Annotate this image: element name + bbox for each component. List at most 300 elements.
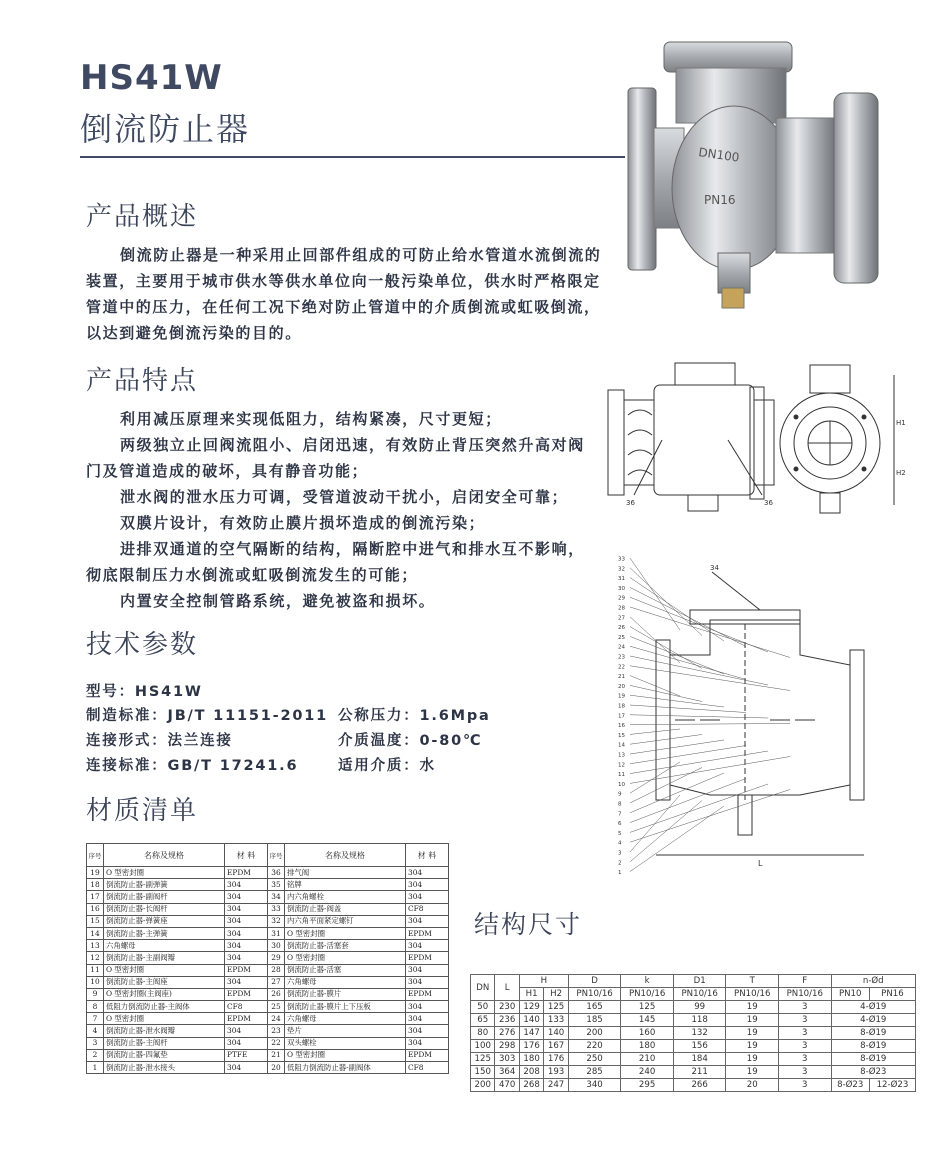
material-cell: 304 [225, 1025, 268, 1037]
part-number-cell: 18 [87, 879, 104, 891]
material-cell: 304 [406, 964, 449, 976]
part-number-label: 26 [618, 625, 625, 632]
materials-heading: 材质清单 [86, 796, 199, 826]
dimension-cell: 3 [779, 1027, 832, 1040]
part-number-cell: 13 [87, 940, 104, 952]
top-cover [675, 363, 735, 385]
feature-item: 利用减压原理来实现低阻力，结构紧凑，尺寸更短； [120, 410, 502, 428]
part-name-cell: 六角螺母 [285, 976, 406, 988]
dim-header-nd: n-Ød [831, 975, 915, 988]
part-name-cell: 倒流防止器-主阀杆 [104, 1037, 225, 1049]
part-number-cell: 25 [268, 1001, 285, 1013]
part-name-cell: O 型密封圈 [285, 927, 406, 939]
dimension-cell: 340 [568, 1079, 621, 1092]
part-number-cell: 11 [87, 964, 104, 976]
part-number-label: 10 [618, 781, 625, 788]
table-row [471, 1027, 916, 1040]
part-name-cell: 倒流防止器-泄水接头 [104, 1062, 225, 1074]
part-number-cell: 29 [268, 952, 285, 964]
product-photo [626, 38, 892, 310]
material-cell: 304 [225, 891, 268, 903]
table-row [87, 903, 449, 915]
overview-heading: 产品概述 [86, 202, 199, 232]
dimension-cell: 133 [544, 1014, 568, 1027]
leader-line [630, 695, 724, 707]
material-cell: EPDM [406, 1049, 449, 1061]
dimension-cell: 19 [726, 1053, 779, 1066]
part-number-cell: 24 [268, 1013, 285, 1025]
part-name-cell: 低阻力倒流防止器-主阀体 [104, 1001, 225, 1013]
spec-temperature: 介质温度：0-80℃ [338, 733, 483, 749]
part-number-labels [618, 557, 625, 877]
material-cell: 304 [406, 976, 449, 988]
material-cell: EPDM [225, 867, 268, 879]
table-row [87, 867, 449, 879]
part-number-label: 3 [618, 850, 622, 857]
part-number-label: 32 [618, 566, 625, 573]
part-number-label: 21 [618, 674, 625, 681]
table-row [87, 927, 449, 939]
front-drain [820, 493, 840, 513]
section-drawing [600, 550, 918, 890]
dimension-cell: 145 [621, 1014, 674, 1027]
part-number-cell: 17 [87, 891, 104, 903]
dim-sub-pn: PN10/16 [621, 988, 674, 1001]
leader-line [630, 715, 768, 718]
dimension-cell: 156 [673, 1040, 726, 1053]
bolt-holes-cell: 4-Ø19 [831, 1014, 915, 1027]
material-cell: EPDM [406, 952, 449, 964]
dimension-cell: 19 [726, 1066, 779, 1079]
leader-line [630, 666, 790, 691]
part-number-cell: 27 [268, 976, 285, 988]
leader-line [630, 801, 702, 862]
material-cell: 304 [225, 976, 268, 988]
dimensions-table [470, 974, 916, 1092]
part-name-cell: 垫片 [285, 1025, 406, 1037]
part-name-cell: O 型密封圈 [104, 1013, 225, 1025]
part-number-label: 20 [618, 683, 625, 690]
dim-sub-pn: PN10/16 [726, 988, 779, 1001]
dimension-cell: 210 [621, 1053, 674, 1066]
dimension-cell: 3 [779, 1001, 832, 1014]
table-row [87, 1049, 449, 1061]
table-row [87, 891, 449, 903]
dim-header-t: T [726, 975, 779, 988]
material-cell: 304 [406, 1037, 449, 1049]
part-name-cell: 倒流防止器-膜片 [285, 988, 406, 1000]
section-drain [738, 795, 752, 835]
leader-line [630, 735, 702, 745]
table-row [87, 976, 449, 988]
leader-line [630, 587, 746, 646]
leader-line [630, 558, 680, 630]
dimension-cell: 12-Ø23 [869, 1079, 915, 1092]
dimension-cell: 193 [544, 1066, 568, 1079]
dimension-cell: 19 [726, 1040, 779, 1053]
product-name: 倒流防止器 [80, 110, 251, 148]
spec-medium: 适用介质：水 [338, 758, 436, 774]
col-name: 名称及规格 [285, 844, 406, 867]
table-row [87, 1001, 449, 1013]
right-flange [750, 387, 764, 499]
part-name-cell: 低阻力倒流防止器-副阀体 [285, 1062, 406, 1074]
part-number-cell: 16 [87, 903, 104, 915]
part-number-label: 7 [618, 811, 622, 818]
part-number-cell: 22 [268, 1037, 285, 1049]
dimensions-heading: 结构尺寸 [474, 910, 583, 939]
dimension-cell: 167 [544, 1040, 568, 1053]
dimension-cell: 230 [495, 1001, 519, 1014]
material-cell: 304 [225, 903, 268, 915]
feature-item: 泄水阀的泄水压力可调，受管道波动干扰小，启闭安全可靠； [120, 488, 569, 506]
dimensions-body [471, 1001, 916, 1092]
feature-item: 双膜片设计，有效防止膜片损坏造成的倒流污染； [120, 514, 486, 532]
table-row [471, 1053, 916, 1066]
dim-sub-pn10: PN10 [831, 988, 869, 1001]
dimension-cell: 165 [568, 1001, 621, 1014]
left-flange [608, 390, 624, 495]
table-row [471, 1066, 916, 1079]
drain-port [688, 495, 718, 511]
part-name-cell: 内六角螺栓 [285, 891, 406, 903]
material-cell: EPDM [406, 988, 449, 1000]
leader-line [630, 705, 746, 713]
dimension-cell: 295 [621, 1079, 674, 1092]
part-number-cell: 14 [87, 927, 104, 939]
part-name-cell: 倒流防止器-四氟垫 [104, 1049, 225, 1061]
material-cell: 304 [225, 879, 268, 891]
part-name-cell: 倒流防止器-副阀杆 [104, 891, 225, 903]
bolt-holes-cell: 8-Ø19 [831, 1053, 915, 1066]
dimension-cell: 180 [519, 1053, 543, 1066]
part-name-cell: 倒流防止器-副弹簧 [104, 879, 225, 891]
part-number-label: 11 [618, 772, 625, 779]
spec-standard: 制造标准：JB/T 11151-2011 [86, 708, 329, 724]
part-number-label: 12 [618, 762, 625, 769]
part-name-cell: 排气阀 [285, 867, 406, 879]
part-number-cell: 2 [87, 1049, 104, 1061]
part-number-cell: 20 [268, 1062, 285, 1074]
dim-header-dn: DN [471, 975, 495, 1001]
leader-line [630, 676, 680, 696]
material-cell: 304 [406, 1013, 449, 1025]
part-name-cell: O 型密封圈 [285, 952, 406, 964]
table-row [87, 988, 449, 1000]
part-number-label: 31 [618, 576, 625, 583]
part-name-cell: 倒流防止器-膜片上下压板 [285, 1001, 406, 1013]
leader-line [630, 729, 680, 734]
dimension-cell: 180 [621, 1040, 674, 1053]
spec-pressure: 公称压力：1.6Mpa [338, 708, 491, 724]
table-row [87, 940, 449, 952]
dimension-cell: 247 [544, 1079, 568, 1092]
section-body [670, 620, 850, 795]
dimension-cell: 100 [471, 1040, 495, 1053]
material-cell: EPDM [225, 988, 268, 1000]
part-number-cell: 10 [87, 976, 104, 988]
material-cell: CF8 [406, 1062, 449, 1074]
part-number-cell: 1 [87, 1062, 104, 1074]
dimension-cell: 19 [726, 1001, 779, 1014]
part-number-label: 13 [618, 752, 625, 759]
features-heading: 产品特点 [86, 366, 199, 396]
dim-header-k: k [621, 975, 674, 988]
part-number-cell: 15 [87, 915, 104, 927]
dimension-cell: 185 [568, 1014, 621, 1027]
dimension-cell: 266 [673, 1079, 726, 1092]
dimension-label-h2: H2 [896, 469, 906, 477]
dimension-cell: 3 [779, 1053, 832, 1066]
table-row [87, 964, 449, 976]
spec-connection: 连接形式：法兰连接 [86, 733, 233, 749]
material-cell: 304 [225, 940, 268, 952]
table-row [471, 1014, 916, 1027]
col-material: 材 料 [406, 844, 449, 867]
part-number-label: 4 [618, 840, 622, 847]
material-cell: CF8 [406, 903, 449, 915]
dimension-cell: 125 [621, 1001, 674, 1014]
materials-table [86, 843, 449, 1074]
part-number-label: 17 [618, 713, 625, 720]
dimension-cell: 176 [544, 1053, 568, 1066]
material-cell: PTFE [225, 1049, 268, 1061]
part-number-cell: 30 [268, 940, 285, 952]
dimension-cell: 150 [471, 1066, 495, 1079]
part-name-cell: 倒流防止器-活塞 [285, 964, 406, 976]
dimension-cell: 118 [673, 1014, 726, 1027]
leader-line [630, 784, 768, 832]
table-row [87, 1037, 449, 1049]
leader-line [630, 656, 768, 685]
part-number-label: 16 [618, 723, 625, 730]
dimension-cell: 129 [519, 1001, 543, 1014]
part-number-cell: 31 [268, 927, 285, 939]
part-number-label: 1 [618, 870, 622, 877]
part-number-cell: 23 [268, 1025, 285, 1037]
table-row [87, 952, 449, 964]
material-cell: 304 [406, 891, 449, 903]
dimensions-header-row [471, 975, 916, 988]
dimension-cell: 140 [519, 1014, 543, 1027]
table-row [87, 1013, 449, 1025]
callout-label: 36 [626, 499, 635, 507]
feature-item: 进排双通道的空气隔断的结构，隔断腔中进气和排水互不影响，彻底限制压力水倒流或虹吸倒流发生的可能； [86, 540, 585, 584]
leader-line [630, 762, 680, 793]
material-cell: 304 [406, 915, 449, 927]
material-cell: CF8 [225, 1001, 268, 1013]
dimension-cell: 19 [726, 1027, 779, 1040]
part-number-cell: 12 [87, 952, 104, 964]
material-cell: 304 [406, 867, 449, 879]
front-top-cover [810, 365, 850, 393]
part-number-label: 19 [618, 693, 625, 700]
material-cell: 304 [225, 1062, 268, 1074]
dimension-cell: 125 [544, 1001, 568, 1014]
part-number-cell: 19 [87, 867, 104, 879]
part-number-label: 14 [618, 742, 625, 749]
leader-line [630, 627, 702, 669]
part-number-label: 28 [618, 605, 625, 612]
materials-body [87, 867, 449, 1074]
dimension-cell: 99 [673, 1001, 726, 1014]
material-cell: 304 [225, 915, 268, 927]
part-number-cell: 36 [268, 867, 285, 879]
part-number-label: 6 [618, 821, 622, 828]
part-name-cell: O 型密封圈 [285, 1049, 406, 1061]
dimension-cell: 200 [471, 1079, 495, 1092]
dimension-cell: 364 [495, 1066, 519, 1079]
part-name-cell: 六角螺母 [104, 940, 225, 952]
outline-drawing [600, 355, 918, 525]
part-number-label: 22 [618, 664, 625, 671]
table-row [87, 915, 449, 927]
table-row [87, 879, 449, 891]
part-name-cell: 倒流防止器-主弹簧 [104, 927, 225, 939]
dimension-label-h1: H1 [896, 419, 906, 427]
part-number-label: 27 [618, 615, 625, 622]
part-number-label: 15 [618, 732, 625, 739]
material-cell: 304 [406, 940, 449, 952]
dimension-cell: 250 [568, 1053, 621, 1066]
part-number-leaders [630, 558, 790, 872]
bolt-holes-cell: 8-Ø23 [831, 1066, 915, 1079]
part-name-cell: 内六角平面紧定螺钉 [285, 915, 406, 927]
dimension-cell: 208 [519, 1066, 543, 1079]
part-number-label: 24 [618, 644, 625, 651]
dimension-cell: 200 [568, 1027, 621, 1040]
overview-text [86, 242, 616, 346]
dimension-cell: 3 [779, 1079, 832, 1092]
part-number-label: 34 [710, 564, 719, 572]
part-number-label: 2 [618, 860, 622, 867]
part-number-cell: 4 [87, 1025, 104, 1037]
callout-label: 36 [764, 499, 773, 507]
dimension-cell: 176 [519, 1040, 543, 1053]
table-row [87, 1025, 449, 1037]
dimension-cell: 19 [726, 1014, 779, 1027]
table-row [471, 1001, 916, 1014]
col-no: 序号 [268, 844, 285, 867]
right-flange [850, 650, 864, 800]
leader-line [630, 795, 680, 852]
dim-sub-h2: H2 [544, 988, 568, 1001]
dim-header-d1: D1 [673, 975, 726, 988]
dimension-cell: 132 [673, 1027, 726, 1040]
dimension-cell: 80 [471, 1027, 495, 1040]
features-list [86, 406, 596, 614]
part-name-cell: 倒流防止器-长阀杆 [104, 903, 225, 915]
bolt-holes-cell: 8-Ø19 [831, 1027, 915, 1040]
dim-sub-pn: PN10/16 [779, 988, 832, 1001]
bolt-holes-cell: 8-Ø19 [831, 1040, 915, 1053]
dimension-cell: 211 [673, 1066, 726, 1079]
leader-line [630, 751, 768, 774]
material-cell: 304 [406, 1001, 449, 1013]
dimension-cell: 298 [495, 1040, 519, 1053]
dim-header-h: H [519, 975, 568, 988]
part-number-label: 25 [618, 634, 625, 641]
dim-sub-pn: PN10/16 [568, 988, 621, 1001]
part-number-cell: 26 [268, 988, 285, 1000]
dim-header-l: L [495, 975, 519, 1001]
part-number-cell: 32 [268, 915, 285, 927]
main-body [654, 385, 754, 495]
dimension-cell: 50 [471, 1001, 495, 1014]
dimension-cell: 3 [779, 1040, 832, 1053]
dimension-cell: 268 [519, 1079, 543, 1092]
dimension-cell: 184 [673, 1053, 726, 1066]
part-name-cell: 倒流防止器-阀盖 [285, 903, 406, 915]
table-row [87, 1062, 449, 1074]
leader-line [728, 440, 762, 495]
dimension-cell: 285 [568, 1066, 621, 1079]
tech-heading: 技术参数 [86, 630, 199, 660]
leader-line [630, 773, 724, 813]
part-name-cell: O 型密封圈 [104, 964, 225, 976]
material-cell: EPDM [406, 927, 449, 939]
part-number-label: 8 [618, 801, 622, 808]
dimension-cell: 276 [495, 1027, 519, 1040]
bolt-holes-cell: 4-Ø19 [831, 1001, 915, 1014]
table-row [471, 1079, 916, 1092]
leader-line [630, 617, 680, 663]
dimension-cell: 303 [495, 1053, 519, 1066]
dim-sub-pn16: PN16 [869, 988, 915, 1001]
dim-sub-h1: H1 [519, 988, 543, 1001]
part-number-label: 9 [618, 791, 622, 798]
part-number-cell: 33 [268, 903, 285, 915]
part-number-cell: 3 [87, 1037, 104, 1049]
col-name: 名称及规格 [104, 844, 225, 867]
part-name-cell: 倒流防止器-泄水阀瓣 [104, 1025, 225, 1037]
dimension-cell: 220 [568, 1040, 621, 1053]
part-name-cell: 六角螺母 [285, 1013, 406, 1025]
dimension-cell: 20 [726, 1079, 779, 1092]
col-no: 序号 [87, 844, 104, 867]
part-number-cell: 8 [87, 1001, 104, 1013]
spring-coils [628, 410, 652, 475]
part-number-cell: 9 [87, 988, 104, 1000]
material-cell: 304 [406, 879, 449, 891]
part-name-cell: 铭牌 [285, 879, 406, 891]
material-cell: EPDM [225, 964, 268, 976]
dimension-cell: 125 [471, 1053, 495, 1066]
part-name-cell: 倒流防止器-活塞套 [285, 940, 406, 952]
feature-item: 两级独立止回阀流阻小、启闭迅速，有效防止背压突然升高对阀门及管道造成的破坏，具有静音功能； [86, 436, 585, 480]
dimension-cell: 3 [779, 1014, 832, 1027]
part-number-label: 30 [618, 585, 625, 592]
title-divider [80, 156, 625, 158]
leader-line [630, 746, 746, 764]
dimension-cell: 3 [779, 1066, 832, 1079]
dimension-cell: 8-Ø23 [831, 1079, 869, 1092]
part-number-cell: 21 [268, 1049, 285, 1061]
feature-item: 内置安全控制管路系统，避免被盗和损坏。 [120, 592, 436, 610]
part-name-cell: 倒流防止器-主阀座 [104, 976, 225, 988]
table-row [471, 1040, 916, 1053]
materials-header-row [87, 844, 449, 867]
part-number-cell: 28 [268, 964, 285, 976]
part-name-cell: O 型密封圈(主阀座) [104, 988, 225, 1000]
dimension-label-l: L [758, 859, 763, 868]
part-number-label: 5 [618, 830, 622, 837]
leader-line [630, 685, 702, 701]
material-cell: 304 [225, 952, 268, 964]
dimension-cell: 160 [621, 1027, 674, 1040]
leader-line [630, 578, 724, 641]
part-name-cell: 倒流防止器-主副阀瓣 [104, 952, 225, 964]
